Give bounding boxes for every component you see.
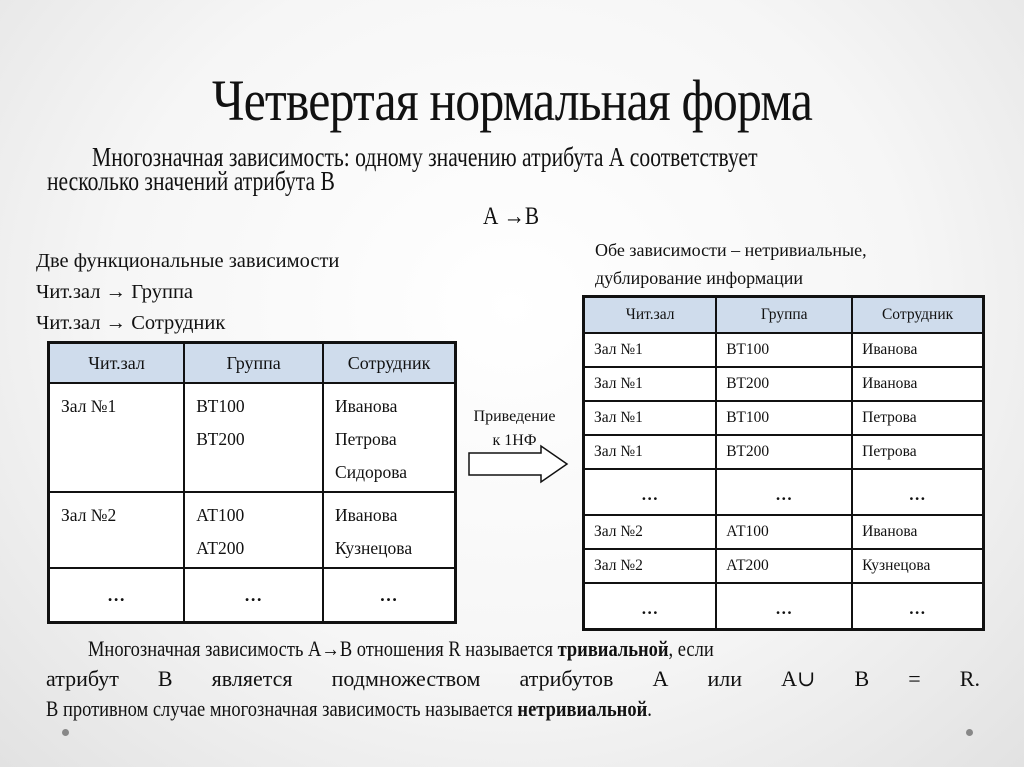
table-row-ellipsis [49,568,456,623]
term-nontrivial: нетривиальной [517,696,648,721]
table-row [49,383,456,492]
table-row: Зал №2 АТ200 Кузнецова [584,549,984,583]
ellipsis-cell: … [49,568,185,623]
table-row: Зал №2 АТ100 Иванова [584,515,984,549]
cell-groups: ВТ100 ВТ200 [184,383,323,492]
nav-dot-right-icon [966,729,973,736]
table-row: Зал №1 ВТ100 Петрова [584,401,984,435]
definition-line-2: атрибут В является подмножеством атрибутов А или А∪ В = R. [46,666,980,691]
nav-dot-left-icon [62,729,69,736]
table-row [49,492,456,568]
column-header: Чит.зал [584,297,717,334]
definition-line-3: В противном случае многозначная зависимость называется нетривиальной. [46,696,652,721]
table-header-row [584,297,984,334]
transition-label: Приведение к 1НФ [473,408,556,449]
table-row: Зал №1 ВТ200 Петрова [584,435,984,469]
ellipsis-cell: … [184,568,323,623]
cell-staff: Иванова Кузнецова [323,492,455,568]
ellipsis-cell: … [323,568,455,623]
column-header: Группа [184,343,323,384]
right-table-1nf [582,295,985,631]
right-note-line-1: Обе зависимости – нетривиальные, [595,240,867,260]
definition-line-1: Многозначная зависимость А→В отношения R называется тривиальной, если [88,636,714,661]
cell-groups: АТ100 АТ200 [184,492,323,568]
cell-staff: Иванова Петрова Сидорова [323,383,455,492]
left-table-unnormalized [47,341,457,624]
intro-line-1: Многозначная зависимость: одному значению атрибута А соответствует [92,142,758,172]
table-row: Зал №1 ВТ200 Иванова [584,367,984,401]
intro-line-2: несколько значений атрибута В [47,166,335,196]
table-row-ellipsis: … … … [584,583,984,630]
formula: А →В [483,203,540,230]
table-header-row [49,343,456,384]
right-arrow-icon [467,444,571,484]
right-note-line-2: дублирование информации [595,268,804,288]
column-header: Сотрудник [323,343,455,384]
column-header: Чит.зал [49,343,185,384]
fd-heading: Две функциональные зависимости [36,250,340,272]
column-header: Группа [716,297,852,334]
table-row: Зал №1 ВТ100 Иванова [584,333,984,367]
cell-hall: Зал №1 [49,383,185,492]
term-trivial: тривиальной [557,636,669,661]
table-row-ellipsis: … … … [584,469,984,515]
slide-title: Четвертая нормальная форма [212,68,812,133]
fd-2: Чит.зал → Сотрудник [36,312,226,334]
cell-hall: Зал №2 [49,492,185,568]
fd-1: Чит.зал → Группа [36,281,194,303]
column-header: Сотрудник [852,297,983,334]
